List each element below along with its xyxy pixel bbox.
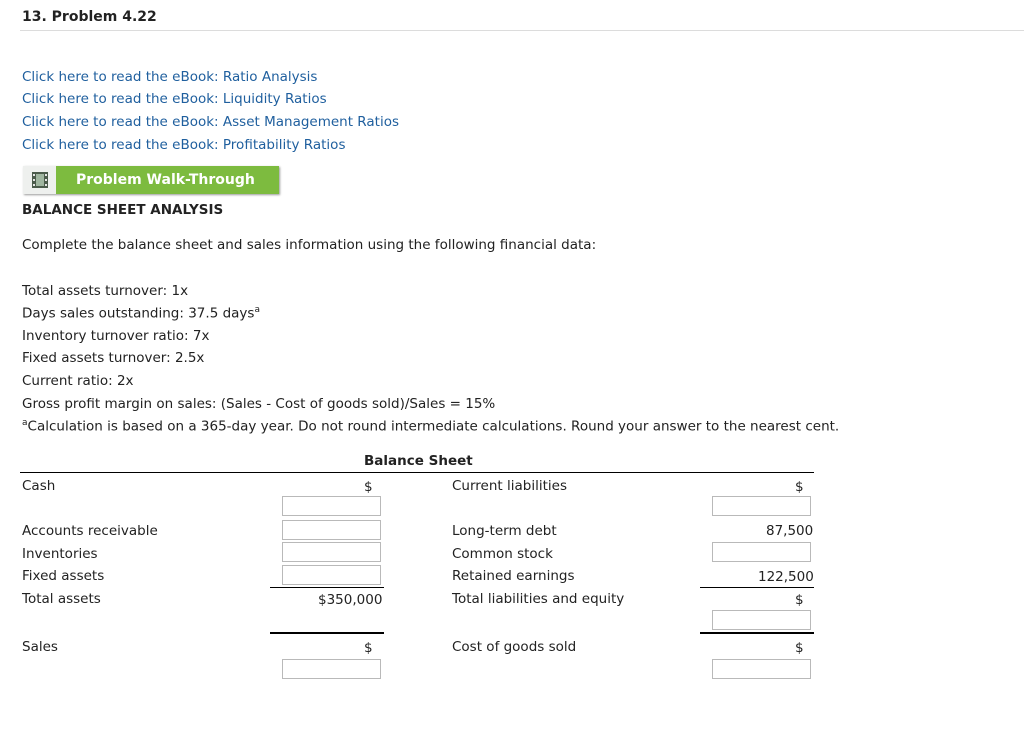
total-assets-value: $350,000 xyxy=(318,592,383,608)
long-term-debt-value: 87,500 xyxy=(766,523,814,539)
walkthrough-label: Problem Walk-Through xyxy=(76,172,255,188)
label-sales: Sales xyxy=(22,639,58,655)
problem-walkthrough-button[interactable] xyxy=(23,166,279,194)
label-inventories: Inventories xyxy=(22,546,98,562)
ebook-link-asset-management-ratios[interactable]: Click here to read the eBook: Asset Management Ratios xyxy=(22,114,400,130)
ebook-link-ratio-analysis[interactable]: Click here to read the eBook: Ratio Analysis xyxy=(22,69,318,85)
balance-sheet-title: Balance Sheet xyxy=(364,453,473,469)
ebook-link-liquidity-ratios[interactable]: Click here to read the eBook: Liquidity Ratios xyxy=(22,91,327,107)
section-heading: BALANCE SHEET ANALYSIS xyxy=(22,202,224,218)
label-cash: Cash xyxy=(22,478,56,494)
total-liabilities-dollar-sign: $ xyxy=(795,592,804,608)
liabilities-subtotal-rule xyxy=(700,587,814,588)
cost-of-goods-sold-input[interactable] xyxy=(712,659,811,679)
current-liabilities-input[interactable] xyxy=(712,496,811,516)
instructions-text: Complete the balance sheet and sales information using the following financial data: xyxy=(22,237,597,253)
sales-input[interactable] xyxy=(282,659,381,679)
inventories-input[interactable] xyxy=(282,542,381,562)
common-stock-input[interactable] xyxy=(712,542,811,562)
footnote: $^a$Calculation is based on a 365-day year. Do not round intermediate calculations. Round your answer to the nearest cent. xyxy=(22,418,840,435)
label-fixed-assets: Fixed assets xyxy=(22,568,105,584)
ebook-link-profitability-ratios[interactable]: Click here to read the eBook: Profitability Ratios xyxy=(22,137,346,153)
cash-input[interactable] xyxy=(282,496,381,516)
label-total-liabilities-equity: Total liabilities and equity xyxy=(452,591,625,607)
fact-days-sales-outstanding: Days sales outstanding: 37.5 days$^a$ xyxy=(22,305,260,322)
sales-dollar-sign: $ xyxy=(364,640,373,656)
title-divider xyxy=(20,30,1024,31)
retained-earnings-value: 122,500 xyxy=(758,569,814,585)
fact-gross-profit-margin: Gross profit margin on sales: (Sales - Cost of goods sold)/Sales = 15% xyxy=(22,396,496,412)
assets-total-rule xyxy=(270,632,384,634)
page-title: 13. Problem 4.22 xyxy=(22,9,157,25)
current-liabilities-dollar-sign: $ xyxy=(795,479,804,495)
film-icon xyxy=(23,166,56,194)
label-long-term-debt: Long-term debt xyxy=(452,523,557,539)
cash-dollar-sign: $ xyxy=(364,479,373,495)
label-total-assets: Total assets xyxy=(22,591,101,607)
fact-current-ratio: Current ratio: 2x xyxy=(22,373,134,389)
fact-fixed-assets-turnover: Fixed assets turnover: 2.5x xyxy=(22,350,205,366)
cogs-dollar-sign: $ xyxy=(795,640,804,656)
label-retained-earnings: Retained earnings xyxy=(452,568,575,584)
label-current-liabilities: Current liabilities xyxy=(452,478,567,494)
accounts-receivable-input[interactable] xyxy=(282,520,381,540)
total-liabilities-equity-input[interactable] xyxy=(712,610,811,630)
assets-subtotal-rule xyxy=(270,587,384,588)
balance-sheet-header-rule xyxy=(20,472,814,473)
fixed-assets-input[interactable] xyxy=(282,565,381,585)
label-accounts-receivable: Accounts receivable xyxy=(22,523,158,539)
fact-total-assets-turnover: Total assets turnover: 1x xyxy=(22,283,189,299)
label-common-stock: Common stock xyxy=(452,546,553,562)
fact-inventory-turnover: Inventory turnover ratio: 7x xyxy=(22,328,210,344)
label-cost-of-goods-sold: Cost of goods sold xyxy=(452,639,577,655)
liabilities-total-rule xyxy=(700,632,814,634)
